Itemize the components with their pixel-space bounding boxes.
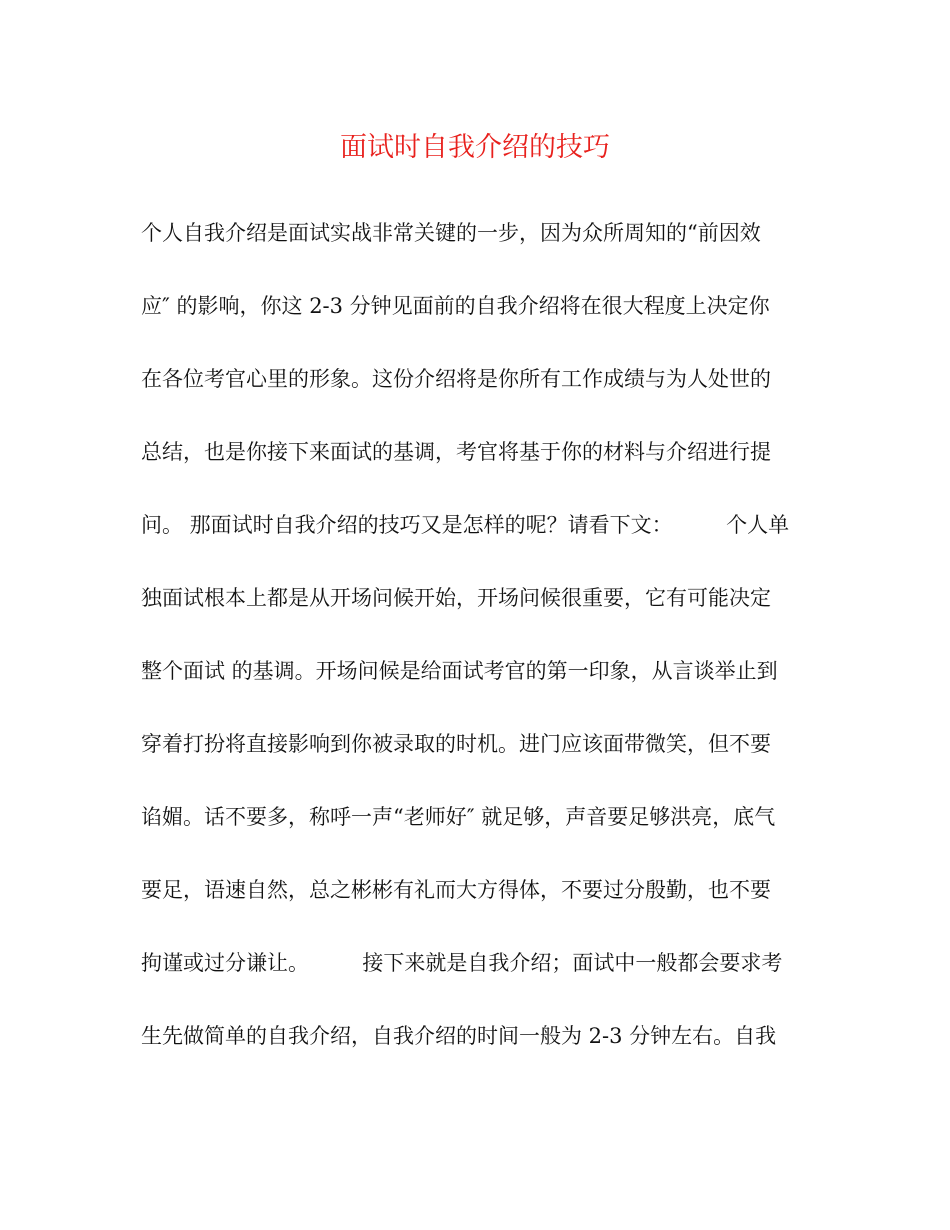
paragraph-line: 生先做简单的自我介绍，自我介绍的时间一般为 2-3 分钟左右。自我 [141, 1024, 777, 1048]
paragraph-line: 在各位考官心里的形象。这份介绍将是你所有工作成绩与为人处世的 [141, 367, 771, 391]
paragraph-line: 独面试根本上都是从开场问候开始，开场问候很重要，它有可能决定 [141, 586, 771, 610]
paragraph-line: 拘谨或过分谦让。 接下来就是自我介绍；面试中一般都会要求考 [141, 951, 783, 975]
paragraph-line: 穿着打扮将直接影响到你被录取的时机。进门应该面带微笑，但不要 [141, 732, 771, 756]
paragraph-line: 要足，语速自然，总之彬彬有礼而大方得体，不要过分殷勤，也不要 [141, 878, 771, 902]
paragraph-line: 谄媚。话不要多，称呼一声“老师好″ 就足够，声音要足够洪亮，底气 [141, 805, 776, 829]
paragraph-line: 问。 那面试时自我介绍的技巧又是怎样的呢？请看下文： 个人单 [141, 513, 790, 537]
paragraph-line: 总结，也是你接下来面试的基调，考官将基于你的材料与介绍进行提 [141, 440, 771, 464]
paragraph-line: 个人自我介绍是面试实战非常关键的一步，因为众所周知的“前因效 [141, 221, 761, 245]
document-title: 面试时自我介绍的技巧 [340, 132, 610, 163]
paragraph-line: 应″ 的影响，你这 2-3 分钟见面前的自我介绍将在很大程度上决定你 [141, 294, 770, 318]
paragraph-line: 整个面试 的基调。开场问候是给面试考官的第一印象，从言谈举止到 [141, 659, 778, 683]
